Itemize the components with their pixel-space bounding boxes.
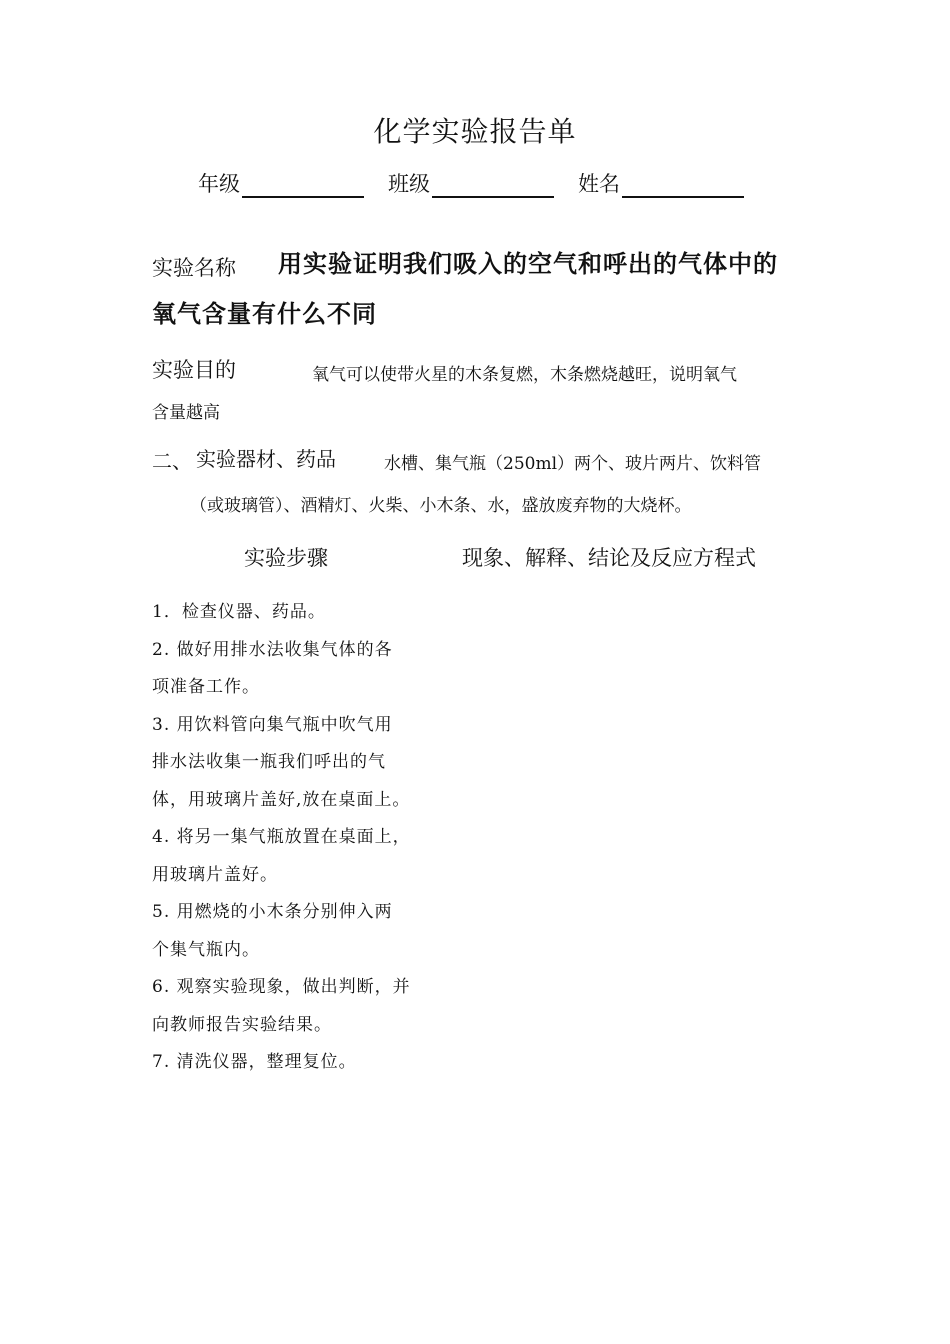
experiment-name-text-line2: 氧气含量有什么不同	[152, 300, 377, 328]
name-field	[578, 168, 744, 198]
grade-field	[198, 168, 364, 198]
grade-label: 年级	[198, 172, 240, 196]
steps-list	[152, 600, 452, 1088]
step-line: 6. 观察实验现象，做出判断，并	[152, 977, 411, 997]
page-title: 化学实验报告单	[373, 115, 577, 148]
purpose-text-line1: 氧气可以使带火星的木条复燃，木条燃烧越旺，说明氧气	[312, 365, 737, 385]
experiment-name-label: 实验名称	[152, 256, 236, 280]
step-line: 用玻璃片盖好。	[152, 864, 278, 885]
grade-blank[interactable]	[242, 168, 364, 198]
step-line: 体，用玻璃片盖好,放在桌面上。	[152, 789, 411, 810]
materials-text-line2: （或玻璃管）、酒精灯、火柴、小木条、水，盛放废弃物的大烧杯。	[190, 496, 692, 516]
step-line: 个集气瓶内。	[152, 939, 260, 960]
materials-label: 实验器材、药品	[196, 447, 336, 471]
step-line: 2. 做好用排水法收集气体的各	[152, 639, 393, 660]
step-line: 7. 清洗仪器，整理复位。	[152, 1052, 357, 1072]
step-line: 1．检查仪器、药品。	[152, 602, 326, 622]
class-blank[interactable]	[432, 168, 554, 198]
step-line: 4. 将另一集气瓶放置在桌面上，	[152, 827, 411, 847]
materials-section-number: 二、	[152, 449, 192, 473]
purpose-text-line2: 含量越高	[152, 403, 220, 423]
step-line: 5. 用燃烧的小木条分别伸入两	[152, 902, 393, 922]
purpose-label: 实验目的	[152, 358, 236, 382]
steps-column-heading: 实验步骤	[244, 546, 328, 570]
materials-text-line1: 水槽、集气瓶（250ml）两个、玻片两片、饮料管	[384, 454, 762, 474]
step-line: 3. 用饮料管向集气瓶中吹气用	[152, 714, 393, 735]
experiment-name-text-line1: 用实验证明我们吸入的空气和呼出的气体中的	[278, 250, 778, 278]
results-column-heading: 现象、解释、结论及反应方程式	[462, 546, 756, 570]
name-blank[interactable]	[622, 168, 744, 198]
class-label: 班级	[388, 172, 430, 196]
name-label: 姓名	[578, 172, 620, 196]
step-line: 向教师报告实验结果。	[152, 1014, 332, 1035]
step-line: 项准备工作。	[152, 677, 260, 697]
step-line: 排水法收集一瓶我们呼出的气	[152, 752, 386, 772]
class-field	[388, 168, 554, 198]
